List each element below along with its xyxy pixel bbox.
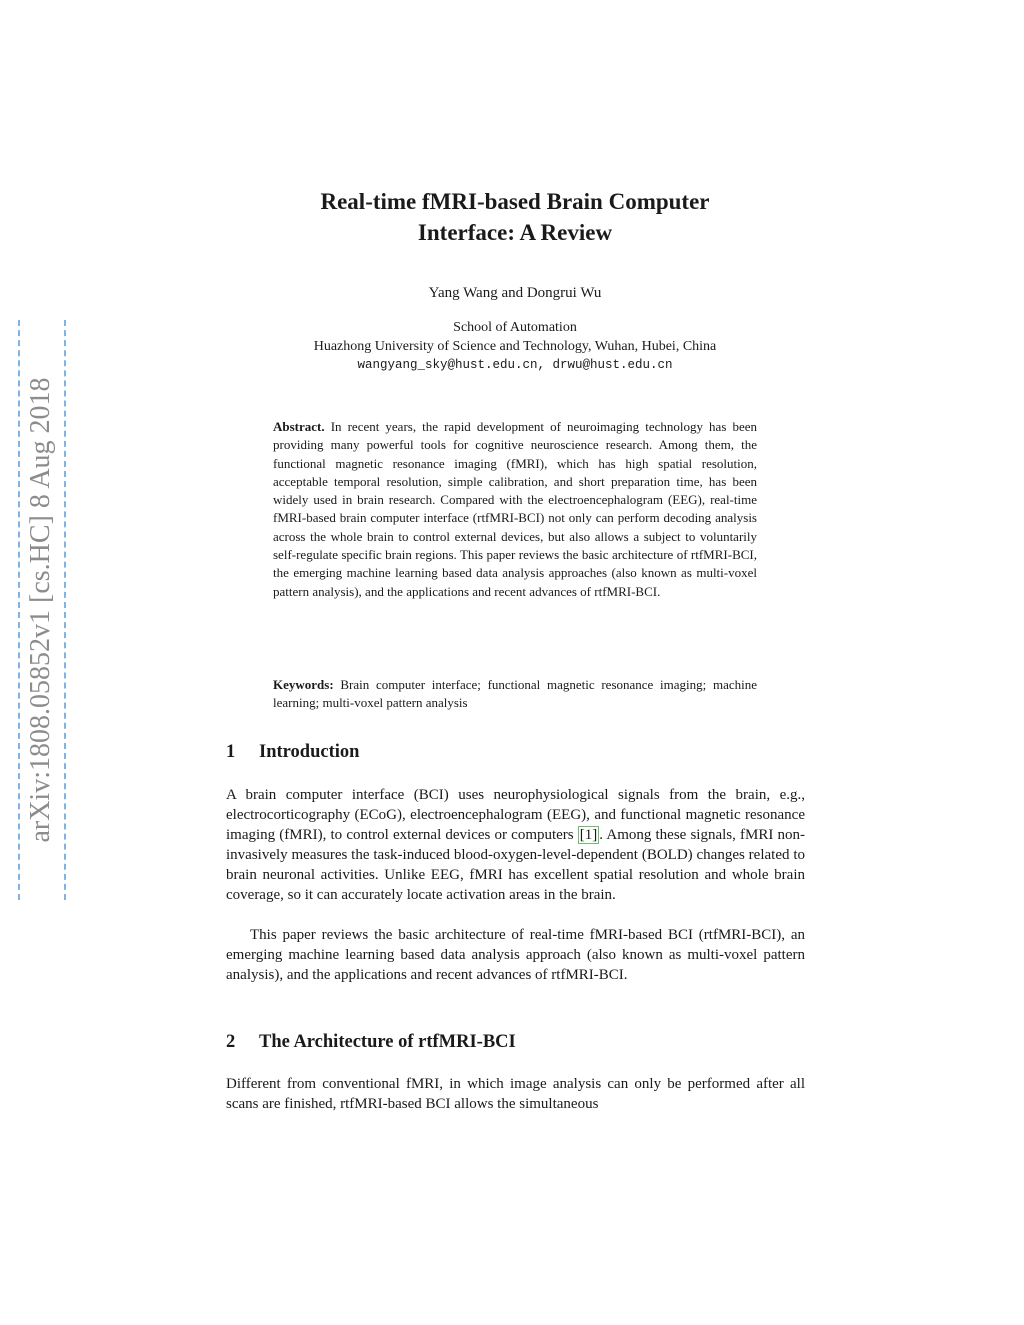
abstract [273, 418, 757, 601]
paragraph-text: A brain computer interface (BCI) uses neurophysiological signals from the brain, e.g., electrocorticography (ECoG), electroencephalogram (EEG), and functional magnetic resonance imaging (fMRI), to control external devices or computers [226, 787, 805, 843]
keywords-label: Keywords: [273, 677, 334, 692]
section-heading-introduction [226, 742, 359, 763]
keywords [273, 676, 757, 713]
arxiv-identifier: arXiv:1808.05852v1 [cs.HC] 8 Aug 2018 [25, 377, 56, 843]
section-number: 1 [226, 742, 236, 762]
paragraph-text: . Among these signals, fMRI non-invasively measures the task-induced blood-oxygen-level-dependent (BOLD) changes related to brain neuronal activities. Unlike EEG, fMRI has excellent spatial resolution and whole brain coverage, so it can accurately locate activation areas in the brain. [226, 827, 805, 903]
abstract-label: Abstract. [273, 419, 325, 434]
architecture-paragraph-1: Different from conventional fMRI, in which image analysis can only be performed after all scans are finished, rtfMRI-based BCI allows the simultaneous [226, 1076, 805, 1112]
section-heading-architecture [226, 1032, 516, 1053]
title-line-1: Real-time fMRI-based Brain Computer [320, 189, 710, 214]
paper-title [250, 186, 780, 248]
author-emails: wangyang_sky@hust.edu.cn, drwu@hust.edu.cn [357, 358, 673, 372]
abstract-text: In recent years, the rapid development of neuroimaging technology has been providing many powerful tools for cognitive neuroscience research. Among them, the functional magnetic resonance imaging (fMRI), which has high spatial resolution, acceptable temporal resolution, simple calibration, and short preparation time, has been widely used in brain research. Compared with the electroencephalogram (EEG), real-time fMRI-based brain computer interface (rtfMRI-BCI) not only can perform decoding analysis across the whole brain to control external devices, but also allows a subject to voluntarily self-regulate specific brain regions. This paper reviews the basic architecture of rtfMRI-BCI, the emerging machine learning based data analysis approaches (also known as multi-voxel pattern analysis), and the applications and recent advances of rtfMRI-BCI. [273, 419, 757, 599]
section-title: The Architecture of rtfMRI-BCI [259, 1032, 516, 1052]
intro-paragraph-1 [226, 785, 805, 905]
citation-link[interactable]: [1] [579, 827, 598, 843]
intro-paragraph-2: This paper reviews the basic architecture of real-time fMRI-based BCI (rtfMRI-BCI), an emerging machine learning based data analysis approach (also known as multi-voxel pattern analysis), and the applications and recent advances of rtfMRI-BCI. [226, 927, 805, 983]
keywords-text: Brain computer interface; functional magnetic resonance imaging; machine learning; multi-voxel pattern analysis [273, 677, 757, 711]
affiliation-university: Huazhong University of Science and Technology, Wuhan, Hubei, China [313, 339, 717, 354]
affiliation-school: School of Automation [453, 320, 577, 335]
section-title: Introduction [259, 742, 360, 762]
title-line-2: Interface: A Review [417, 220, 613, 245]
authors: Yang Wang and Dongrui Wu [428, 285, 602, 301]
section-number: 2 [226, 1032, 236, 1052]
